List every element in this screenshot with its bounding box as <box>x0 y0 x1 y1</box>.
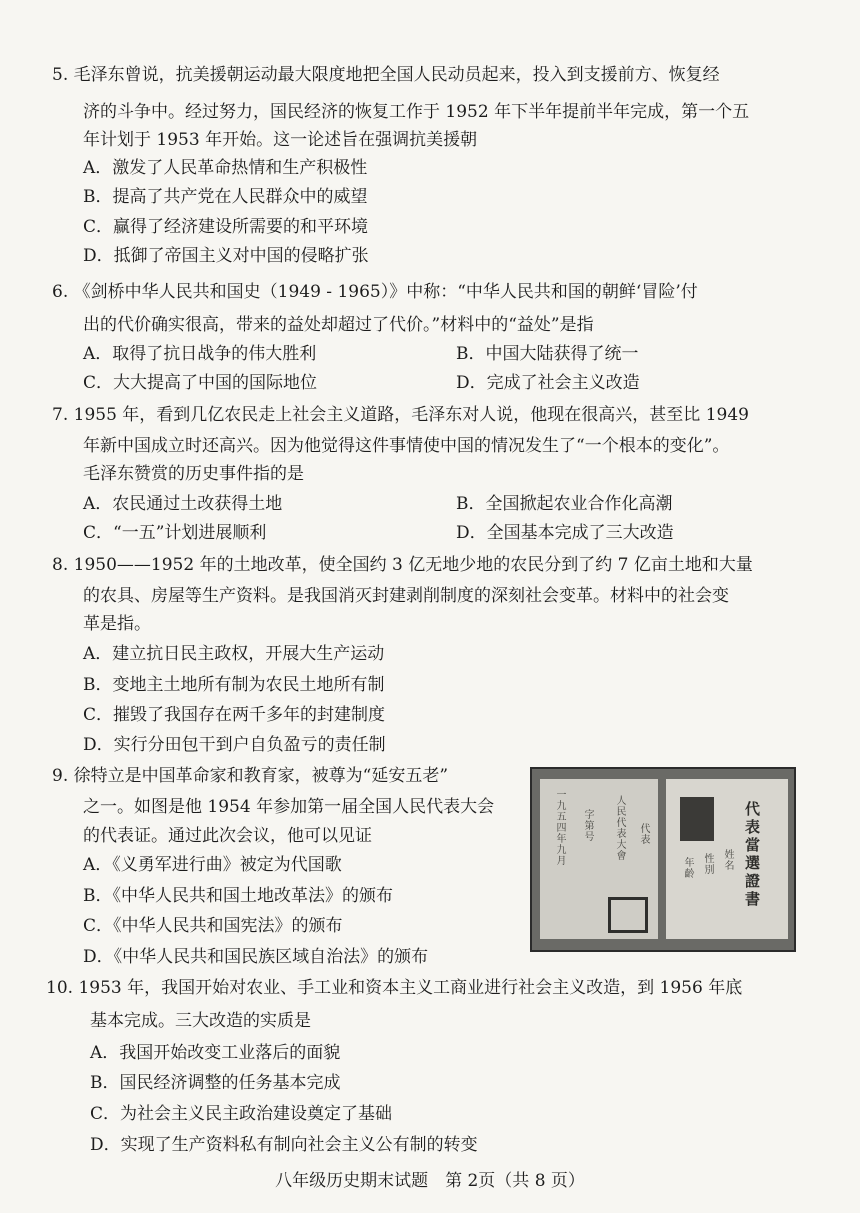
question-7-line-2: 年新中国成立时还高兴。因为他觉得这件事情使中国的情况发生了“一个根本的变化”。 <box>83 436 730 456</box>
question-8-line-2: 的农具、房屋等生产资料。是我国消灭封建剥削制度的深刻社会变革。材料中的社会变 <box>83 586 729 606</box>
question-number: 8. <box>52 555 69 575</box>
option-a: A．我国开始改变工业落后的面貌 <box>90 1043 341 1063</box>
representative-certificate-photo <box>530 767 796 952</box>
question-number: 7. <box>52 405 69 425</box>
option-c: C．为社会主义民主政治建设奠定了基础 <box>90 1104 393 1124</box>
option-c: C．大大提高了中国的国际地位 <box>83 373 318 393</box>
question-7-line-3: 毛泽东赞赏的历史事件指的是 <box>83 464 304 484</box>
question-number: 5. <box>52 65 69 85</box>
question-8-line-1 <box>52 552 753 578</box>
question-stem-text: 《剑桥中华人民共和国史（1949 - 1965）》中称：“中华人民共和国的朝鲜‘冒险’付 <box>73 282 698 302</box>
question-8-line-3: 革是指。 <box>83 614 151 634</box>
option-c: C．摧毁了我国存在两千多年的封建制度 <box>83 705 386 725</box>
option-d: D．完成了社会主义改造 <box>456 373 640 393</box>
option-a: A．《义勇军进行曲》被定为代国歌 <box>83 855 342 875</box>
question-5-line-3: 年计划于 1953 年开始。这一论述旨在强调抗美援朝 <box>83 130 478 150</box>
question-9-line-1 <box>52 763 448 789</box>
certificate-side-text: 字第号 <box>582 809 593 842</box>
certificate-side-text: 代表 <box>638 823 649 845</box>
option-a: A．农民通过土改获得土地 <box>83 494 283 514</box>
question-5-line-2: 济的斗争中。经过努力，国民经济的恢复工作于 1952 年下半年提前半年完成，第一个五 <box>83 102 750 122</box>
question-9-line-2: 之一。如图是他 1954 年参加第一届全国人民代表大会 <box>83 797 495 817</box>
question-stem-text: 1950——1952 年的土地改革，使全国约 3 亿无地少地的农民分到了约 7 亿亩土地和大量 <box>73 555 753 575</box>
option-c: C．“一五”计划进展顺利 <box>83 523 267 543</box>
certificate-side-text: 人民代表大會 <box>614 795 625 861</box>
option-b: B．提高了共产党在人民群众中的威望 <box>83 187 368 207</box>
option-b: B．国民经济调整的任务基本完成 <box>90 1073 341 1093</box>
question-10-line-1 <box>46 975 742 1001</box>
certificate-side-text: 一九五四年九月 <box>554 789 565 866</box>
question-number: 9. <box>52 766 69 786</box>
question-9-line-3: 的代表证。通过此次会议，他可以见证 <box>83 826 372 846</box>
option-d: D．实现了生产资料私有制向社会主义公有制的转变 <box>90 1135 478 1155</box>
certificate-side-text: 姓名 <box>722 849 733 871</box>
option-d: D．全国基本完成了三大改造 <box>456 523 674 543</box>
seal-stamp <box>608 897 648 933</box>
question-6-line-1 <box>52 279 698 305</box>
option-d: D．《中华人民共和国民族区域自治法》的颁布 <box>83 947 429 967</box>
option-a: A．取得了抗日战争的伟大胜利 <box>83 344 317 364</box>
option-c: C．赢得了经济建设所需要的和平环境 <box>83 217 369 237</box>
page-footer: 八年级历史期末试题 第 2页（共 8 页） <box>275 1171 585 1191</box>
question-stem-text: 徐特立是中国革命家和教育家，被尊为“延安五老” <box>73 766 449 786</box>
question-stem-text: 1955 年，看到几亿农民走上社会主义道路，毛泽东对人说，他现在很高兴，甚至比 1949 <box>73 405 749 425</box>
certificate-side-text: 年齡 <box>682 857 693 879</box>
question-5-line-1 <box>52 62 720 88</box>
certificate-title: 代表當選證書 <box>743 801 761 909</box>
question-6-line-2: 出的代价确实很高，带来的益处却超过了代价。”材料中的“益处”是指 <box>83 315 594 335</box>
question-10-line-2: 基本完成。三大改造的实质是 <box>90 1011 311 1031</box>
option-b: B．中国大陆获得了统一 <box>456 344 639 364</box>
option-b: B．全国掀起农业合作化高潮 <box>456 494 673 514</box>
option-a: A．建立抗日民主政权，开展大生产运动 <box>83 644 385 664</box>
option-d: D．实行分田包干到户自负盈亏的责任制 <box>83 735 386 755</box>
question-stem-text: 1953 年，我国开始对农业、手工业和资本主义工商业进行社会主义改造，到 1956 年底 <box>78 978 743 998</box>
portrait-photo <box>680 797 714 841</box>
option-d: D．抵御了帝国主义对中国的侵略扩张 <box>83 246 369 266</box>
option-b: B．《中华人民共和国土地改革法》的颁布 <box>83 886 393 906</box>
question-stem-text: 毛泽东曾说，抗美援朝运动最大限度地把全国人民动员起来，投入到支援前方、恢复经 <box>73 65 720 85</box>
certificate-side-text: 性別 <box>702 853 713 875</box>
option-a: A．激发了人民革命热情和生产积极性 <box>83 158 368 178</box>
question-number: 10. <box>46 978 74 998</box>
option-b: B．变地主土地所有制为农民土地所有制 <box>83 675 385 695</box>
option-c: C．《中华人民共和国宪法》的颁布 <box>83 916 343 936</box>
question-7-line-1 <box>52 402 749 428</box>
question-number: 6. <box>52 282 69 302</box>
